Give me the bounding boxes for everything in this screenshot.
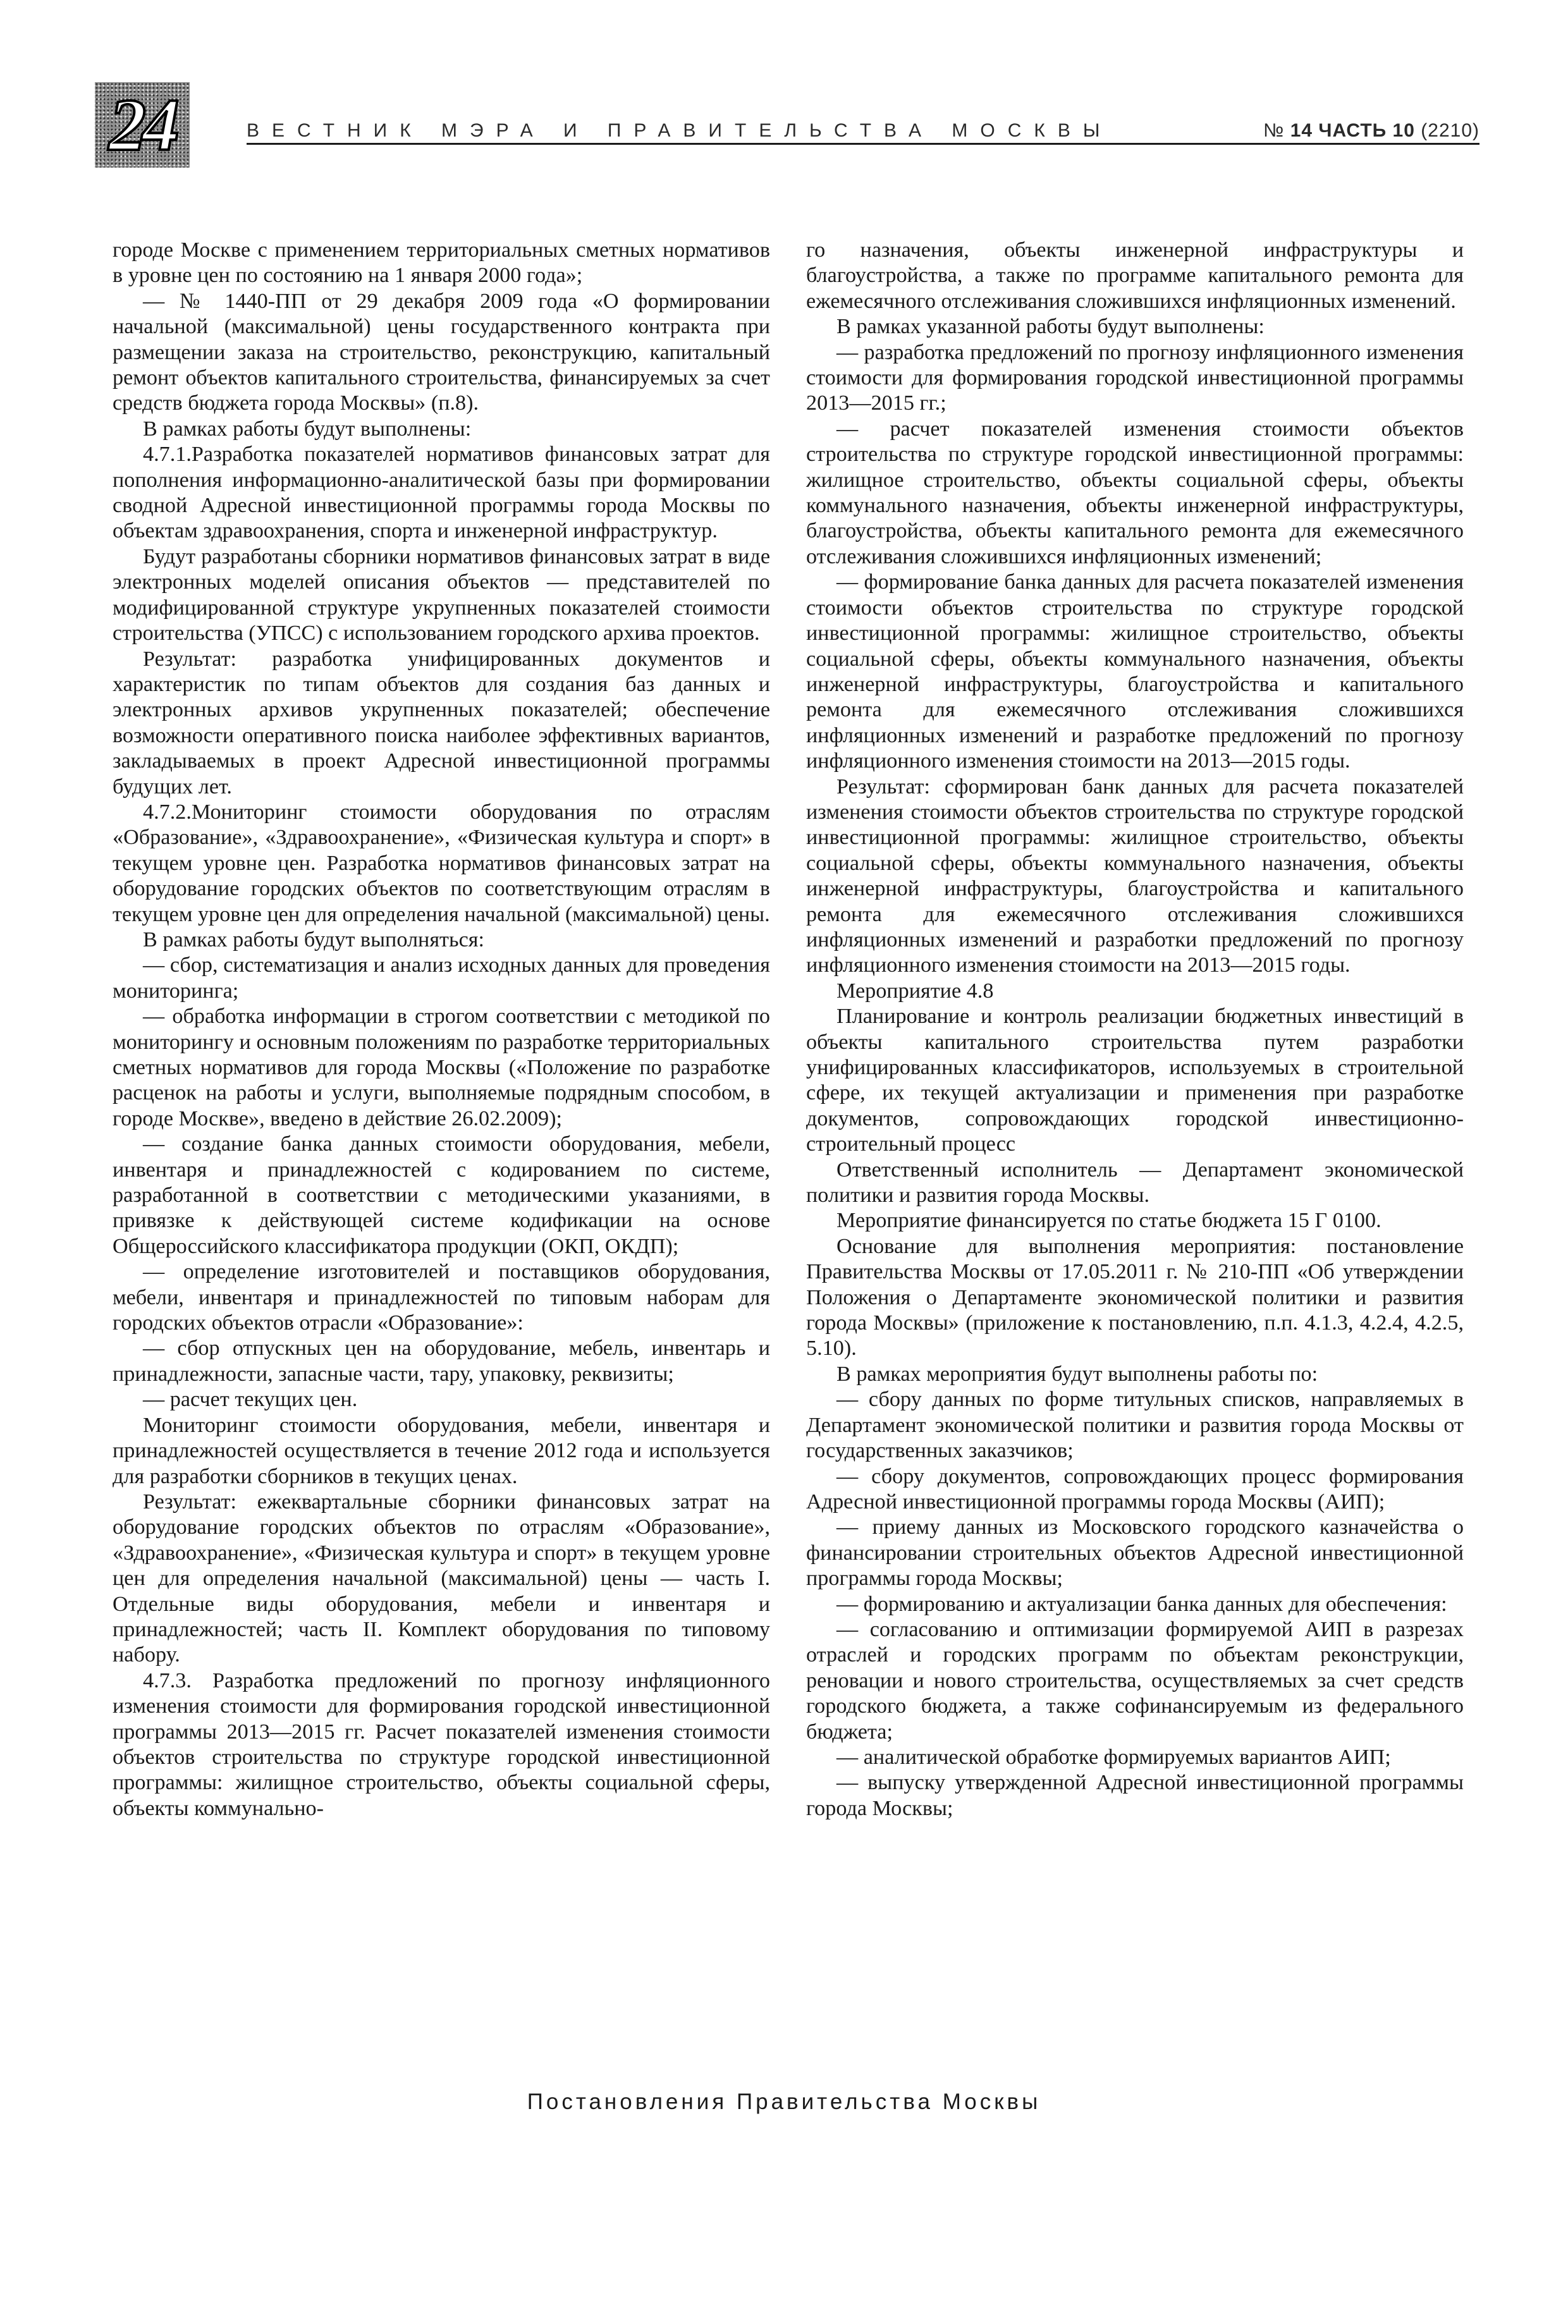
left-column (113, 238, 770, 1821)
issue-prefix: № (1263, 120, 1285, 141)
body-columns (0, 238, 1568, 2324)
paragraph: — создание банка данных стоимости оборудования, мебели, инвентаря и принадлежностей с кодированием по системе, разработанной в соответствии с методическими указаниями, в привязке к действующей системе кодификации на основе Общероссийского классификатора продукции (ОКП, ОКДП); (113, 1132, 770, 1258)
paragraph: Результат: ежеквартальные сборники финансовых затрат на оборудование городских объектов по отраслям «Образование», «Здравоохранение», «Физическая культура и спорт» в текущем уровне цен для определения начальной (максимальной) цены — часть I. Отдельные виды оборудования, мебели и инвентаря и принадлежностей; часть II. Комплект оборудования по типовому набору. (113, 1489, 770, 1667)
paragraph: — расчет показателей изменения стоимости объектов строительства по структуре городской инвестиционной программы: жилищное строительство, объекты социальной сферы, объекты коммунального назначения, объекты инженерной инфраструктуры, благоустройства, объекты капитального ремонта для ежемесячного отслеживания сложившихся инфляционных изменений; (806, 417, 1464, 568)
paragraph: — определение изготовителей и поставщиков оборудования, мебели, инвентаря и принадлежностей по типовым наборам для городских объектов отрасли «Образование»: (113, 1260, 770, 1335)
paragraph: — выпуску утвержденной Адресной инвестиционной программы города Москвы; (806, 1771, 1464, 1820)
paragraph: городе Москве с применением территориальных сметных нормативов в уровне цен по состоянию на 1 января 2000 года»; (113, 238, 770, 288)
paragraph: Планирование и контроль реализации бюджетных инвестиций в объекты капитального строительства путем разработки унифицированных классификаторов, используемых в строительной сфере, их текущей актуализации и применения при разработке документов, сопровождающих городской инвестиционно-строительный процесс (806, 1005, 1464, 1156)
paragraph: — сбору данных по форме титульных списков, направляемых в Департамент экономической политики и развития города Москвы от государственных заказчиков; (806, 1388, 1464, 1463)
paragraph: — расчет текущих цен. (143, 1388, 358, 1412)
paragraph: Мониторинг стоимости оборудования, мебели, инвентаря и принадлежностей осуществляется в течение 2012 года и используется для разработки сборников в текущих ценах. (113, 1413, 770, 1488)
running-footer (0, 2089, 1568, 2115)
paragraph: — разработка предложений по прогнозу инфляционного изменения стоимости для формирования городской инвестиционной программы 2013—2015 гг.; (806, 340, 1464, 415)
paragraph: Основание для выполнения мероприятия: постановление Правительства Москвы от 17.05.2011 г. № 210-ПП «Об утверждении Положения о Департаменте экономической политики и развития города Москвы» (приложение к постановлению, п.п. 4.1.3, 4.2.4, 4.2.5, 5.10). (806, 1234, 1464, 1361)
header-divider (247, 143, 1479, 145)
footer-section-title: Постановления Правительства Москвы (527, 2089, 1041, 2114)
paragraph: Результат: разработка унифицированных документов и характеристик по типам объектов для создания баз данных и электронных архивов укрупненных показателей; обеспечение возможности оперативного поиска наиболее эффективных вариантов, закладываемых в проект Адресной инвестиционной программы будущих лет. (113, 647, 770, 798)
paragraph: — формированию и актуализации банка данных для обеспечения: (836, 1592, 1447, 1616)
paragraph: — аналитической обработке формируемых вариантов АИП; (836, 1745, 1391, 1769)
paragraph: — сбору документов, сопровождающих процесс формирования Адресной инвестиционной программы города Москвы (АИП); (806, 1464, 1464, 1514)
journal-title: ВЕСТНИК МЭРА И ПРАВИТЕЛЬСТВА МОСКВЫ (247, 120, 1113, 141)
issue-part: ЧАСТЬ 10 (1318, 120, 1415, 141)
right-column (806, 238, 1464, 1821)
paragraph: — сбор отпускных цен на оборудование, мебель, инвентарь и принадлежности, запасные части, тару, упаковку, реквизиты; (113, 1336, 770, 1386)
paragraph: В рамках указанной работы будут выполнены: (836, 315, 1265, 339)
paragraph: — приему данных из Московского городского казначейства о финансировании строительных объектов Адресной инвестиционной программы города Москвы; (806, 1515, 1464, 1591)
section-heading: Мероприятие 4.8 (836, 979, 994, 1003)
running-header (247, 115, 1479, 147)
paragraph: — формирование банка данных для расчета показателей изменения стоимости объектов строительства по структуре городской инвестиционной программы: жилищное строительство, объекты социальной сферы, объекты коммунального назначения, объекты инженерной инфраструктуры, благоустройства и капитального ремонта для ежемесячного отслеживания сложившихся инфляционных изменений и разработке предложений по прогнозу инфляционного изменения стоимости на 2013—2015 годы. (806, 570, 1464, 773)
paragraph: — сбор, систематизация и анализ исходных данных для проведения мониторинга; (113, 953, 770, 1003)
issue-info (1263, 120, 1479, 142)
paragraph: 4.7.2.Мониторинг стоимости оборудования по отраслям «Образование», «Здравоохранение», «Физическая культура и спорт» в текущем уровне цен. Разработка нормативов финансовых затрат на оборудование городских объектов по соответствующим отраслям в текущем уровне цен для определения начальной (максимальной) цены. (113, 800, 770, 926)
paragraph: 4.7.1.Разработка показателей нормативов финансовых затрат для пополнения информационно-аналитической базы при формировании сводной Адресной инвестиционной программы города Москвы по объектам здравоохранения, спорта и инженерной инфраструктур. (113, 443, 770, 543)
paragraph: — обработка информации в строгом соответствии с методикой по мониторингу и основным положениям по разработке территориальных сметных нормативов для города Москвы («Положение по разработке расценок на работы и услуги, выполняемые подрядным способом, в городе Москве», введено в действие 26.02.2009); (113, 1005, 770, 1130)
paragraph: 4.7.3. Разработка предложений по прогнозу инфляционного изменения стоимости для формирования городской инвестиционной программы 2013—2015 гг. Расчет показателей изменения стоимости объектов строительства по структуре городской инвестиционной программы: жилищное строительство, объекты социальной сферы, объекты коммунально- (113, 1668, 770, 1820)
paragraph: го назначения, объекты инженерной инфраструктуры и благоустройства, а также по программе капитального ремонта для ежемесячного отслеживания сложившихся инфляционных изменений. (806, 238, 1464, 313)
paragraph: — согласованию и оптимизации формируемой АИП в разрезах отраслей и городских программ по объектам реконструкции, реновации и нового строительства, осуществляемых за счет средств городского бюджета, а также софинансируемым из федерального бюджета; (806, 1617, 1464, 1744)
paragraph: Результат: сформирован банк данных для расчета показателей изменения стоимости объектов строительства по структуре городской инвестиционной программы: жилищное строительство, объекты социальной сферы, объекты коммунального назначения, объекты инженерной инфраструктуры, благоустройства и капитального ремонта для ежемесячного отслеживания сложившихся инфляционных изменений и разработки предложений по прогнозу инфляционного изменения стоимости на 2013—2015 годы. (806, 774, 1464, 977)
paragraph: Будут разработаны сборники нормативов финансовых затрат в виде электронных моделей описания объектов — представителей по модифицированной структуре укрупненных показателей стоимости строительства (УПСС) с использованием городского архива проектов. (113, 544, 770, 645)
paragraph: Мероприятие финансируется по статье бюджета 15 Г 0100. (836, 1209, 1381, 1233)
paragraph: В рамках мероприятия будут выполнены работы по: (836, 1362, 1318, 1386)
paragraph: — № 1440-ПП от 29 декабря 2009 года «О формировании начальной (максимальной) цены государственного контракта при размещении заказа на строительство, реконструкцию, капитальный ремонт объектов капитального строительства, финансируемых за счет средств бюджета города Москвы» (п.8). (113, 289, 770, 415)
page-number: 24 (109, 83, 176, 166)
issue-number: 14 (1290, 120, 1313, 141)
page-number-badge (95, 82, 190, 168)
paragraph: В рамках работы будут выполняться: (143, 927, 484, 951)
issue-serial: (2210) (1421, 120, 1479, 141)
paragraph: В рамках работы будут выполнены: (143, 417, 472, 441)
paragraph: Ответственный исполнитель — Департамент экономической политики и развития города Москвы. (806, 1158, 1464, 1208)
